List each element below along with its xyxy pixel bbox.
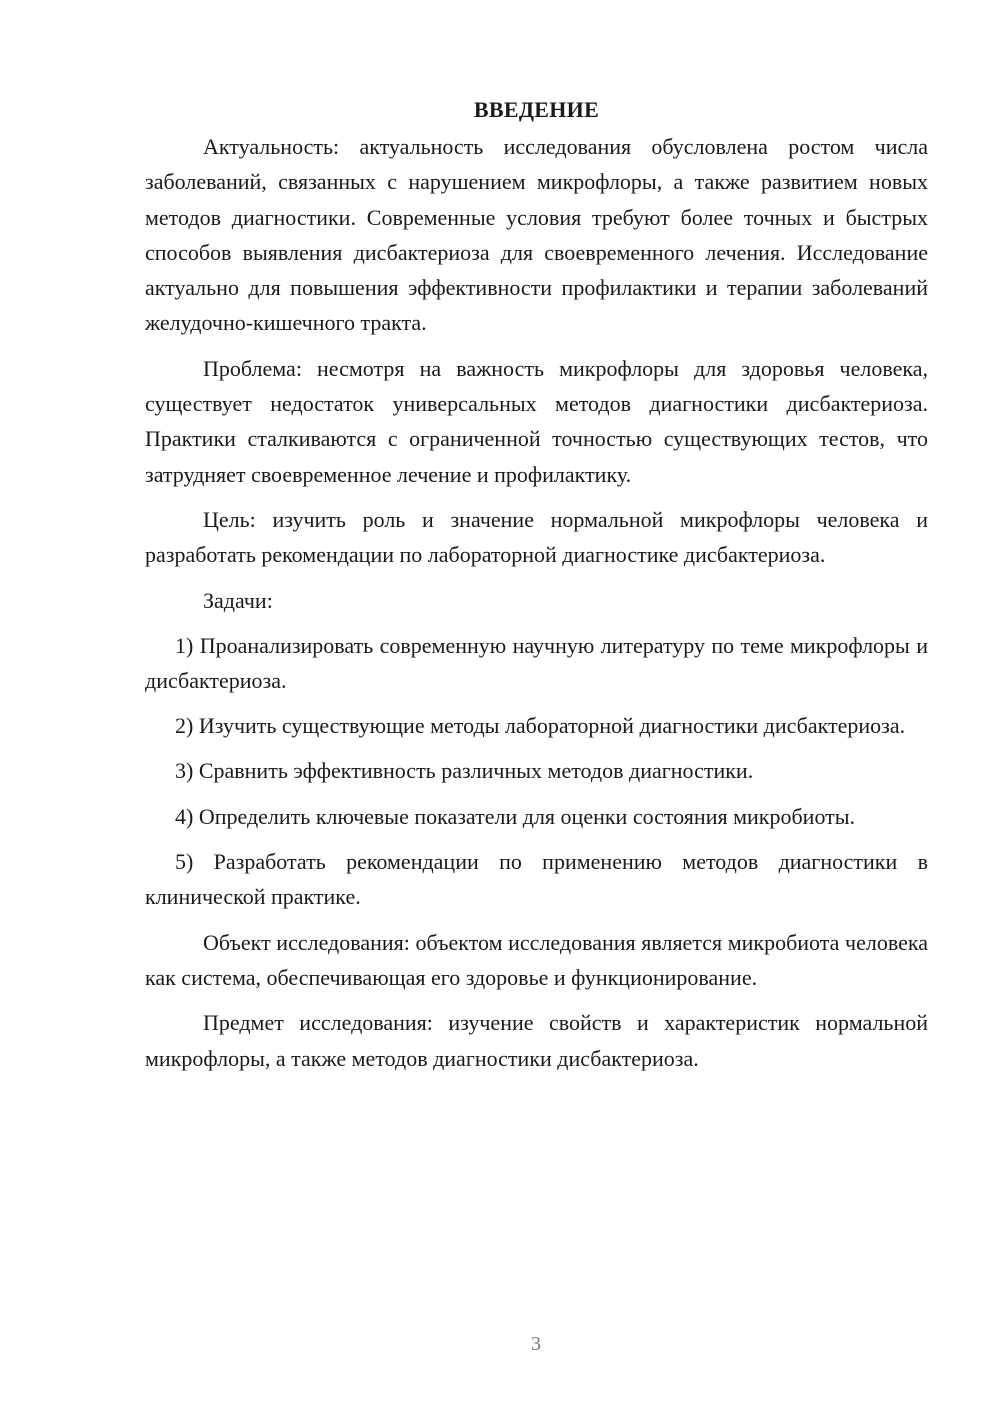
goal-paragraph: Цель: изучить роль и значение нормальной микрофлоры человека и разработать рекомендации по лабораторной диагностике дисбактериоза.: [145, 506, 928, 568]
task-item-4: 4) Определить ключевые показатели для оценки состояния микробиоты.: [175, 803, 856, 829]
task-item-1: 1) Проанализировать современную научную литературу по теме микрофлоры и дисбактериоза.: [145, 632, 928, 693]
task-item-2: 2) Изучить существующие методы лабораторной диагностики дисбактериоза.: [175, 713, 906, 739]
problem-paragraph: Проблема: несмотря на важность микрофлоры для здоровья человека, существует недостаток универсальных методов диагностики дисбактериоза. Практики сталкиваются с ограниченной точностью существующих тестов, что затрудняет своевременное лечение и профилактику.: [145, 355, 928, 487]
relevance-paragraph: Актуальность: актуальность исследования обусловлена ростом числа заболеваний, связанных с нарушением микрофлоры, а также развитием новых методов диагностики. Современные условия требуют более точных и быстрых способов выявления дисбактериоза для своевременного лечения. Исследование актуально для повышения эффективности профилактики и терапии заболеваний желудочно-кишечного тракта.: [145, 134, 928, 336]
document-page: [145, 92, 928, 1086]
tasks-list: [145, 628, 928, 915]
section-heading: ВВЕДЕНИЕ: [473, 97, 600, 122]
page-number: 3: [531, 1333, 541, 1355]
object-paragraph: Объект исследования: объектом исследования является микробиота человека как система, обеспечивающая его здоровье и функционирование.: [145, 929, 928, 990]
tasks-label: Задачи:: [203, 587, 273, 613]
task-item-3: 3) Сравнить эффективность различных методов диагностики.: [175, 758, 754, 784]
task-item-5: 5) Разработать рекомендации по применению методов диагностики в клинической практике.: [145, 849, 928, 910]
subject-paragraph: Предмет исследования: изучение свойств и характеристик нормальной микрофлоры, а также методов диагностики дисбактериоза.: [145, 1010, 928, 1071]
